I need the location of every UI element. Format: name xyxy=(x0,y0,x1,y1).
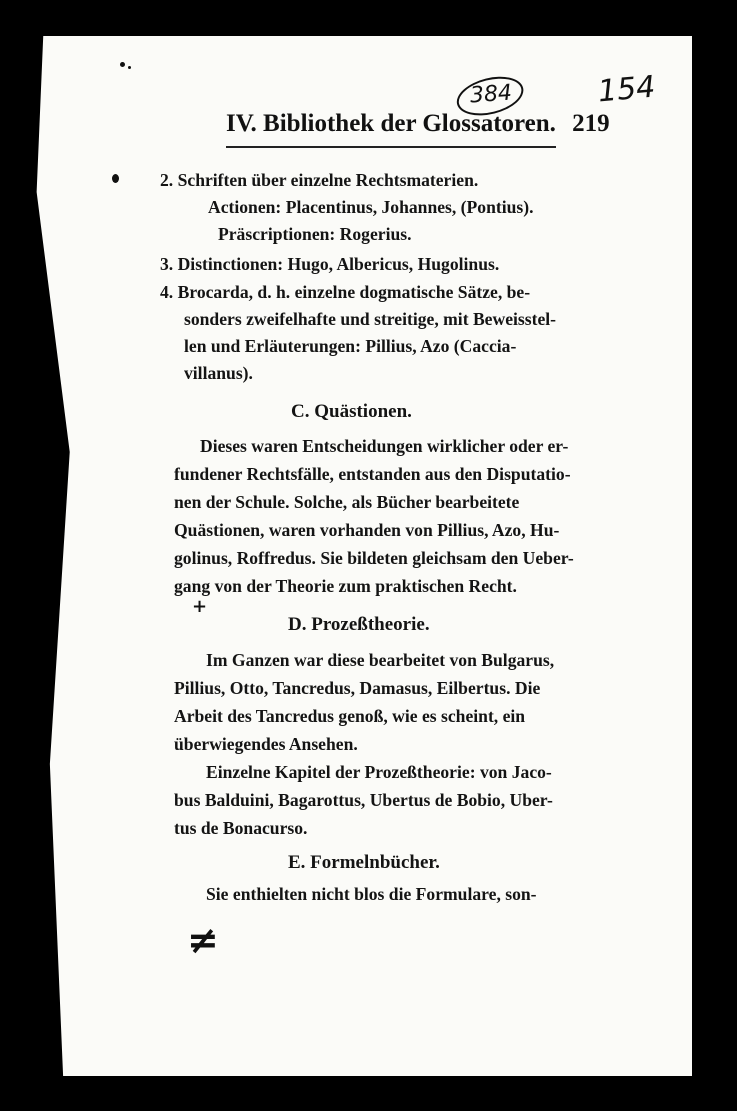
section-c-line: nen der Schule. Solche, als Bücher bearbeitete xyxy=(174,492,520,512)
ink-speck xyxy=(120,62,125,67)
section-d-line: Im Ganzen war diese bearbeitet von Bulgarus, xyxy=(206,650,555,670)
section-d-line: Arbeit des Tancredus genoß, wie es scheint, ein xyxy=(174,706,526,726)
running-title xyxy=(226,110,610,138)
section-c-line: fundener Rechtsfälle, entstanden aus den Disputatio- xyxy=(174,464,571,484)
section-d-line: Pillius, Otto, Tancredus, Damasus, Eilbertus. Die xyxy=(174,678,541,698)
section-d-line: Einzelne Kapitel der Prozeßtheorie: von Jaco- xyxy=(206,762,552,782)
item-4-line: len und Erläuterungen: Pillius, Azo (Caccia- xyxy=(184,336,517,356)
section-c-line: Dieses waren Entscheidungen wirklicher oder er- xyxy=(200,436,569,456)
handwritten-tick-mark: ≠ xyxy=(187,918,219,962)
running-title-text: IV. Bibliothek der Glossatoren. xyxy=(226,110,556,137)
section-d-line: tus de Bonacurso. xyxy=(174,818,308,838)
ink-speck xyxy=(128,66,131,69)
handwritten-folio-number: 154 xyxy=(596,69,657,110)
item-2-praescriptionen: Präscriptionen: Rogerius. xyxy=(218,224,412,244)
item-3: 3. Distinctionen: Hugo, Albericus, Hugolinus. xyxy=(160,254,500,274)
section-d-heading: D. Prozeßtheorie. xyxy=(288,614,430,635)
item-4-line: villanus). xyxy=(184,363,253,383)
section-c-heading: C. Quästionen. xyxy=(291,401,412,422)
section-e-line: Sie enthielten nicht blos die Formulare, son- xyxy=(206,884,537,904)
header-rule xyxy=(226,146,556,148)
section-c-line: golinus, Roffredus. Sie bildeten gleichsam den Ueber- xyxy=(174,548,574,568)
shelfmark-text: 384 xyxy=(469,80,513,109)
page-number: 219 xyxy=(572,110,610,137)
section-c-line: Quästionen, waren vorhanden von Pillius, Azo, Hu- xyxy=(174,520,560,540)
ink-speck xyxy=(112,174,119,183)
section-c-line: gang von der Theorie zum praktischen Recht. xyxy=(174,576,517,596)
item-2-heading: 2. Schriften über einzelne Rechtsmaterien. xyxy=(160,170,479,190)
item-4-line: 4. Brocarda, d. h. einzelne dogmatische Sätze, be- xyxy=(160,282,531,302)
handwritten-shelfmark xyxy=(469,81,513,109)
item-4-line: sonders zweifelhafte und streitige, mit Beweisstel- xyxy=(184,309,557,329)
insertion-mark: + xyxy=(192,596,208,617)
section-d-line: bus Balduini, Bagarottus, Ubertus de Bobio, Uber- xyxy=(174,790,553,810)
running-header xyxy=(226,110,610,144)
section-e-heading: E. Formelnbücher. xyxy=(288,852,440,873)
section-d-line: überwiegendes Ansehen. xyxy=(174,734,358,754)
item-2-actionen: Actionen: Placentinus, Johannes, (Pontius). xyxy=(208,197,534,217)
